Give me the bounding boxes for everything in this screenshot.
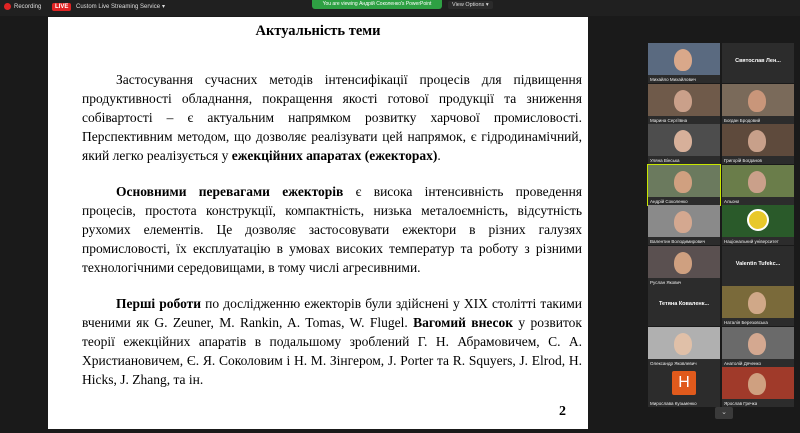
participant-video xyxy=(648,43,720,75)
view-options-label: View Options xyxy=(452,2,485,8)
participant-video xyxy=(648,84,720,116)
participant-tile[interactable] xyxy=(722,286,794,326)
participant-tile[interactable] xyxy=(648,124,720,164)
participant-face xyxy=(674,130,692,152)
participant-name: Національний університет xyxy=(724,239,779,244)
participant-face xyxy=(748,373,766,395)
slide-paragraph-1 xyxy=(82,70,582,165)
participant-tile[interactable] xyxy=(648,246,720,286)
participant-face xyxy=(674,171,692,193)
participant-face xyxy=(674,252,692,274)
participant-tile[interactable] xyxy=(648,43,720,83)
participant-name: Михайло Михайлович xyxy=(650,77,696,82)
paragraph-bold: Перші роботи xyxy=(116,296,202,311)
chevron-down-icon: ▾ xyxy=(485,2,489,8)
stream-service[interactable] xyxy=(76,3,165,10)
avatar-initial: H xyxy=(672,371,696,395)
participant-tile[interactable] xyxy=(722,205,794,245)
paragraph-bold: Вагомий внесок xyxy=(413,315,514,330)
stream-label: Custom Live Streaming Service xyxy=(76,3,161,10)
participant-name: Анатолій Дяченко xyxy=(724,360,762,366)
participant-face xyxy=(748,292,766,314)
participant-display-name: Valentin Tufekc... xyxy=(735,260,781,267)
participant-video xyxy=(722,286,794,318)
slide-paragraph-2 xyxy=(82,182,582,277)
recording-label: Recording xyxy=(14,3,42,10)
participant-display-name: Тетяна Коваленк... xyxy=(658,301,710,307)
paragraph-text: по дослідженню ежекторів були здійснені у XIX столітті такими вченими як G. Zeuner, M. Rankin, A. Tomas, W. Flugel. xyxy=(82,296,582,330)
university-logo-icon xyxy=(722,205,794,237)
participant-tile[interactable] xyxy=(722,327,794,367)
participant-gallery xyxy=(648,43,794,405)
participant-video xyxy=(648,246,720,278)
participant-video xyxy=(648,205,720,237)
participant-tile[interactable] xyxy=(722,246,794,286)
participant-name: Руслан Якович xyxy=(650,279,682,285)
participant-face xyxy=(748,130,766,152)
participant-name: Валентин Володимирович xyxy=(650,239,705,244)
participant-tile[interactable] xyxy=(722,84,794,124)
chevron-down-icon: ▾ xyxy=(162,4,166,10)
participant-tile[interactable] xyxy=(648,367,720,407)
participant-face xyxy=(674,211,692,233)
paragraph-bold: ежекційних апаратах (ежекторах) xyxy=(231,148,438,163)
participant-display-name: Святослав Лен... xyxy=(735,58,781,64)
participant-face xyxy=(674,49,692,71)
seal-icon xyxy=(747,209,769,231)
paragraph-bold: Основними перевагами ежекторів xyxy=(116,184,344,199)
slide-page-number: 2 xyxy=(559,404,566,419)
top-toolbar xyxy=(0,0,800,16)
paragraph-text: є висока інтенсивність проведення процесів, простота конструкції, компактність, низька металоємність, відсутність рухомих елементів. Це дозволяє застосовувати ежектори в різних галузях промисловості, їх експлуатацію в умовах високих температур та роботу з різними технологічними середовищами, в тому числі агресивними. xyxy=(82,184,583,275)
slide-paragraph-3 xyxy=(82,294,582,389)
shared-slide xyxy=(48,17,588,429)
record-dot-icon xyxy=(4,3,11,10)
participant-name: Олександр Яковлевич xyxy=(650,360,697,366)
participant-name: Андрій Соколенко xyxy=(650,198,688,204)
slide-title: Актуальність теми xyxy=(255,23,381,39)
participant-name: Наталія Березовська xyxy=(724,320,768,325)
participant-video xyxy=(648,165,720,197)
participant-face xyxy=(748,171,766,193)
participant-name: Григорій Богданов xyxy=(724,158,762,163)
participant-video xyxy=(722,124,794,156)
participant-tile[interactable] xyxy=(722,367,794,407)
live-badge[interactable]: LIVE xyxy=(52,3,71,11)
participant-tile[interactable] xyxy=(648,205,720,245)
gallery-scroll-down-button[interactable]: ⌄ xyxy=(715,407,733,419)
participant-tile[interactable] xyxy=(722,124,794,164)
participant-face xyxy=(674,333,692,355)
participant-video xyxy=(722,84,794,116)
participant-tile[interactable] xyxy=(648,84,720,124)
participant-video xyxy=(648,327,720,359)
participant-tile[interactable] xyxy=(648,286,720,326)
paragraph-text: Застосування сучасних методів інтенсифікації процесів для підвищення продуктивності обладнання, покращення якості готової продукції та зниження собівартості – є актуальним напрямком розвитку харчової промисловості. Перспективним методом, що дозволяє реалізувати цей напрямок, є гідродинамічний, який легко реалізується у xyxy=(82,72,582,163)
participant-tile[interactable] xyxy=(722,43,794,83)
participant-video xyxy=(722,367,794,399)
participant-tile[interactable] xyxy=(648,327,720,367)
participant-name: Марина Сергіївна xyxy=(650,117,688,123)
participant-video xyxy=(722,165,794,197)
participant-name: Мирослава Кузьменко xyxy=(650,401,697,406)
view-options-button[interactable] xyxy=(448,1,493,9)
participant-face xyxy=(748,333,766,355)
participant-video xyxy=(648,124,720,156)
sharing-banner: You are viewing Андрій Соколенко's PowerPoint xyxy=(312,0,442,9)
paragraph-text: у розвиток теорії ежекційних апаратів в подальшому зроблений Г. Н. Абрамовичем, С. А. Христиановичем, Є. Я. Соколовим і Н. М. Зінгером, J. Porter та R. Squyers, J. Elrod, H. Hicks, J. Zhang, та ін. xyxy=(82,315,582,387)
participant-name: Альона xyxy=(724,198,740,204)
participant-name: Ярослав Гречка xyxy=(724,401,758,406)
participant-face xyxy=(674,90,692,112)
participant-tile[interactable] xyxy=(722,165,794,205)
participant-video xyxy=(722,327,794,359)
participant-name: Богдан Бродовий xyxy=(724,117,761,123)
participant-name: Уляна Вінська xyxy=(650,158,680,163)
recording-indicator[interactable] xyxy=(4,3,41,10)
paragraph-text: . xyxy=(437,148,441,163)
participant-face xyxy=(748,90,766,112)
participant-tile[interactable] xyxy=(648,165,720,205)
